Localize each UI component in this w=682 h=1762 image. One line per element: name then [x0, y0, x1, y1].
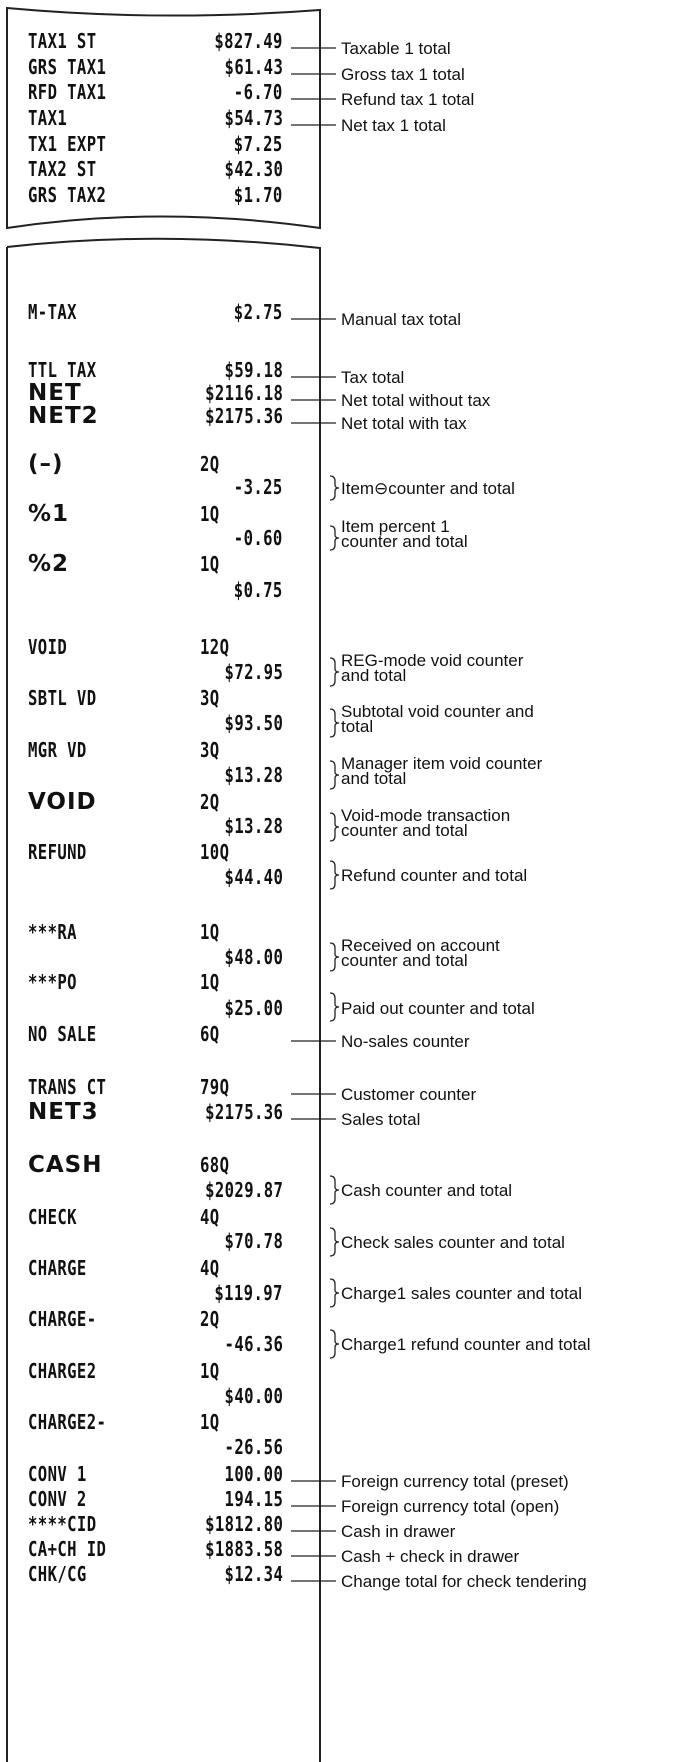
annotation-label: Subtotal void counter and total [341, 702, 534, 736]
receipt-label: GRS TAX2 [28, 183, 107, 207]
annotation-label: Item⊖counter and total [341, 479, 515, 498]
annotation-label: Taxable 1 total [341, 39, 451, 58]
receipt-value: $12.34 [224, 1562, 283, 1586]
brace-bracket [330, 709, 339, 737]
receipt-label: GRS TAX1 [28, 55, 107, 79]
receipt-value: $2116.18 [204, 381, 283, 405]
annotation-label: Check sales counter and total [341, 1233, 565, 1252]
annotation-label: Sales total [341, 1110, 421, 1129]
receipt-count: 1Q [200, 1410, 220, 1434]
annotation-label: Charge1 sales counter and total [341, 1284, 582, 1303]
annotation-label: Paid out counter and total [341, 999, 535, 1018]
receipt-value: $48.00 [224, 945, 283, 969]
receipt-count: 1Q [200, 552, 220, 576]
annotation-label: Manual tax total [341, 310, 462, 329]
receipt-label: VOID [28, 635, 68, 659]
receipt-value: $13.28 [224, 763, 283, 787]
receipt-value: $93.50 [224, 711, 283, 735]
annotation-label: Tax total [341, 368, 405, 387]
brace-bracket [330, 1176, 339, 1204]
receipt-count: 1Q [200, 1359, 220, 1383]
receipt-value: $7.25 [234, 132, 283, 156]
annotation-label: Item percent 1 counter and total [341, 517, 468, 551]
receipt-label: REFUND [28, 840, 87, 864]
annotation-label: Gross tax 1 total [341, 65, 465, 84]
receipt-count: 4Q [200, 1256, 220, 1280]
receipt-value: $25.00 [224, 996, 283, 1020]
receipt-value: 194.15 [224, 1487, 283, 1511]
receipt-count: 1Q [200, 970, 220, 994]
receipt-count: 6Q [200, 1022, 220, 1046]
receipt-label: MGR VD [28, 738, 87, 762]
annotation-label: Received on account counter and total [341, 936, 500, 970]
receipt-label: CHK/CG [28, 1562, 87, 1586]
receipt-label: (–) [28, 451, 64, 477]
receipt-value: -26.56 [224, 1435, 283, 1459]
annotation-label: No-sales counter [341, 1032, 470, 1051]
annotation-label: Net total without tax [341, 391, 491, 410]
annotation-label: Cash counter and total [341, 1181, 513, 1200]
annotation-label: Refund tax 1 total [341, 90, 475, 109]
annotation-label: Net total with tax [341, 414, 467, 433]
receipt-value: $0.75 [234, 578, 283, 602]
annotation-label: Change total for check tendering [341, 1572, 587, 1591]
receipt-count: 1Q [200, 502, 220, 526]
brace-bracket [330, 1279, 339, 1307]
receipt-label: NET [28, 380, 82, 406]
receipt-label: CHECK [28, 1205, 77, 1229]
receipt-value: $70.78 [224, 1229, 283, 1253]
receipt-value: $72.95 [224, 660, 283, 684]
receipt-count: 2Q [200, 1307, 220, 1331]
brace-bracket [330, 993, 339, 1021]
receipt-label: SBTL VD [28, 686, 97, 710]
annotation-label: Net tax 1 total [341, 116, 446, 135]
brace-bracket [330, 813, 339, 841]
receipt-label: M-TAX [28, 300, 77, 324]
receipt-count: 79Q [200, 1075, 230, 1099]
receipt-value: $54.73 [224, 106, 283, 130]
annotation-label: Manager item void counter and total [341, 754, 543, 788]
receipt-label: VOID [28, 789, 97, 815]
annotation-label: Charge1 refund counter and total [341, 1335, 591, 1354]
brace-bracket [330, 761, 339, 789]
receipt-value: $59.18 [224, 358, 283, 382]
annotation-label: REG-mode void counter and total [341, 651, 524, 685]
receipt-label: CHARGE2- [28, 1410, 107, 1434]
receipt-value: $1883.58 [204, 1537, 283, 1561]
brace-bracket [330, 658, 339, 686]
annotation-label: Cash + check in drawer [341, 1547, 520, 1566]
brace-bracket [330, 526, 339, 550]
receipt-count: 12Q [200, 635, 230, 659]
receipt-label: NET2 [28, 403, 99, 429]
annotation-label: Foreign currency total (preset) [341, 1472, 569, 1491]
annotation-label: Customer counter [341, 1085, 477, 1104]
receipt-count: 2Q [200, 452, 220, 476]
receipt-label: TAX1 [28, 106, 68, 130]
receipt-value: $61.43 [224, 55, 283, 79]
receipt-value: -46.36 [224, 1332, 283, 1356]
receipt-value: $13.28 [224, 814, 283, 838]
receipt-label: CHARGE- [28, 1307, 97, 1331]
receipt-value: $2.75 [234, 300, 283, 324]
brace-bracket [330, 861, 339, 889]
receipt-label: CONV 2 [28, 1487, 87, 1511]
receipt-label: ***PO [28, 970, 77, 994]
receipt-count: 4Q [200, 1205, 220, 1229]
receipt-value: -3.25 [234, 475, 283, 499]
brace-bracket [330, 1330, 339, 1358]
receipt-value: $40.00 [224, 1384, 283, 1408]
receipt-value: $42.30 [224, 157, 283, 181]
brace-bracket [330, 1228, 339, 1256]
receipt-value: 100.00 [224, 1462, 283, 1486]
receipt-count: 3Q [200, 686, 220, 710]
receipt-label: TAX1 ST [28, 29, 97, 53]
receipt-value: $44.40 [224, 865, 283, 889]
receipt-label: %1 [28, 501, 70, 527]
brace-bracket [330, 943, 339, 971]
annotation-label: Foreign currency total (open) [341, 1497, 560, 1516]
receipt-value: $2175.36 [204, 1100, 283, 1124]
receipt-label: ****CID [28, 1512, 97, 1536]
receipt-label: CA+CH ID [28, 1537, 107, 1561]
receipt-value: $1812.80 [204, 1512, 283, 1536]
receipt-value: $119.97 [214, 1281, 283, 1305]
receipt-label: TX1 EXPT [28, 132, 107, 156]
receipt-label: TTL TAX [28, 358, 97, 382]
receipt-label: RFD TAX1 [28, 80, 107, 104]
receipt-label: CASH [28, 1152, 103, 1178]
receipt-label: TRANS CT [28, 1075, 107, 1099]
receipt-label: ***RA [28, 920, 77, 944]
receipt-value: -6.70 [234, 80, 283, 104]
receipt-label: NO SALE [28, 1022, 97, 1046]
receipt-label: CHARGE [28, 1256, 87, 1280]
annotation-label: Refund counter and total [341, 866, 528, 885]
receipt-value: -0.60 [234, 526, 283, 550]
receipt-label: NET3 [28, 1099, 99, 1125]
receipt-count: 1Q [200, 920, 220, 944]
annotation-label: Void-mode transaction counter and total [341, 806, 511, 840]
annotation-label: Cash in drawer [341, 1522, 456, 1541]
receipt-value: $1.70 [234, 183, 283, 207]
receipt-label: TAX2 ST [28, 157, 97, 181]
receipt-label: CONV 1 [28, 1462, 87, 1486]
receipt-count: 68Q [200, 1153, 230, 1177]
receipt-value: $2029.87 [204, 1178, 283, 1202]
brace-bracket [330, 476, 339, 500]
receipt-count: 2Q [200, 790, 220, 814]
receipt-count: 3Q [200, 738, 220, 762]
receipt-count: 10Q [200, 840, 230, 864]
receipt-value: $2175.36 [204, 404, 283, 428]
receipt-label: %2 [28, 551, 70, 577]
receipt-label: CHARGE2 [28, 1359, 97, 1383]
receipt-value: $827.49 [214, 29, 283, 53]
